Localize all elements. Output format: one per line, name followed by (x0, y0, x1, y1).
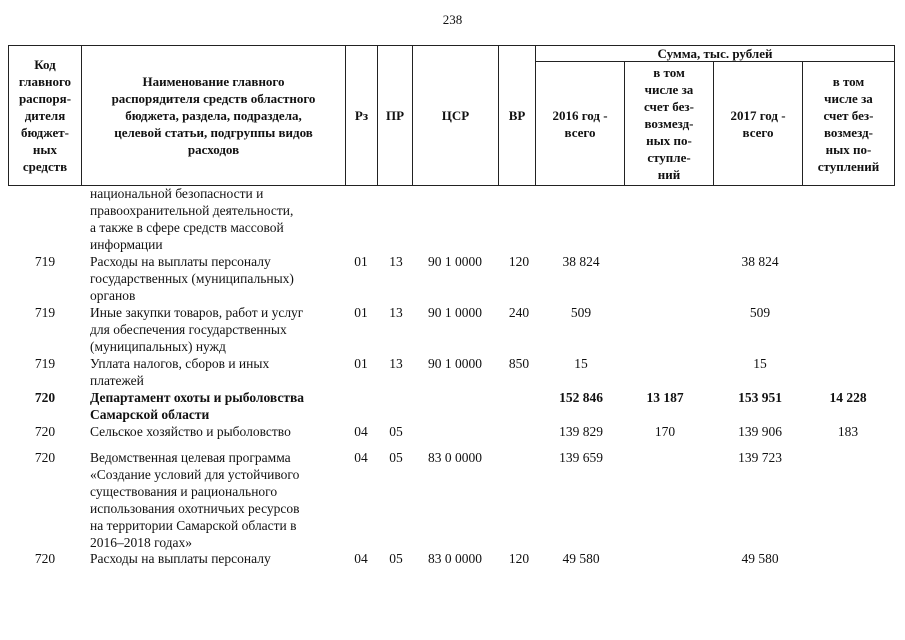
cell-csr: 83 0 0000 (428, 450, 482, 465)
cell-name-line: Уплата налогов, сборов и иных (90, 356, 270, 371)
cell-name-line: государственных (муниципальных) (90, 271, 294, 286)
cell-i2016: 170 (654, 424, 676, 439)
cell-s2016: 152 846 (559, 390, 603, 405)
cell-s2017: 38 824 (741, 254, 779, 269)
cell-name (90, 449, 350, 551)
cell-rz: 04 (354, 450, 368, 465)
cell-rz: 01 (354, 254, 368, 269)
cell-name-line: для обеспечения государственных (90, 322, 287, 337)
cell-name-line: Департамент охоты и рыболовства (90, 390, 305, 405)
cell-name (90, 389, 350, 423)
cell-name (90, 253, 350, 304)
cell-vr: 120 (508, 551, 530, 566)
header-vr: ВР (498, 45, 536, 186)
header-csr: ЦСР (412, 45, 499, 186)
cell-name-line: Расходы на выплаты персоналу (90, 551, 271, 566)
cell-rz: 04 (354, 424, 368, 439)
cell-i2017: 14 228 (829, 390, 867, 405)
cell-pr: 05 (389, 551, 403, 566)
cell-name-line: национальной безопасности и (90, 186, 264, 201)
cell-name-line: органов (90, 288, 136, 303)
cell-code: 719 (34, 254, 56, 269)
cell-s2017: 139 906 (738, 424, 782, 439)
cell-code: 720 (34, 450, 56, 465)
header-2017-incl: в том числе за счет без- возмезд- ных по- ступлений (802, 61, 895, 186)
cell-s2017: 139 723 (738, 450, 782, 465)
cell-rz: 04 (354, 551, 368, 566)
cell-rz: 01 (354, 356, 368, 371)
cell-name-line: 2016–2018 годах» (90, 535, 193, 550)
cell-csr: 90 1 0000 (428, 305, 482, 320)
cell-name (90, 185, 350, 253)
cell-name-line: Самарской области (90, 407, 210, 422)
cell-name (90, 423, 350, 440)
header-2016-incl: в том числе за счет без- возмезд- ных по- ступле- ний (624, 61, 714, 186)
cell-name (90, 355, 350, 389)
cell-name-line: использования охотничьих ресурсов (90, 501, 300, 516)
header-name: Наименование главного распорядителя средств областного бюджета, раздела, подраздела, целевой статьи, подгруппы видов расходов (81, 45, 346, 186)
cell-vr: 120 (508, 254, 530, 269)
cell-code: 719 (34, 305, 56, 320)
cell-csr: 90 1 0000 (428, 356, 482, 371)
cell-csr: 90 1 0000 (428, 254, 482, 269)
cell-name-line: Сельское хозяйство и рыболовство (90, 424, 291, 439)
header-code-text: Код главного распоря- дителя бюджет- ных средств (18, 57, 72, 174)
cell-name-line: информации (90, 237, 163, 252)
cell-name-line: платежей (90, 373, 144, 388)
cell-name-line: Иные закупки товаров, работ и услуг (90, 305, 304, 320)
cell-pr: 13 (389, 356, 403, 371)
header-2016-total: 2016 год - всего (535, 61, 625, 186)
cell-rz: 01 (354, 305, 368, 320)
cell-name (90, 550, 350, 567)
cell-vr: 850 (508, 356, 530, 371)
cell-name-line: (муниципальных) нужд (90, 339, 226, 354)
cell-s2017: 509 (749, 305, 771, 320)
cell-s2016: 49 580 (562, 551, 600, 566)
cell-name-line: Расходы на выплаты персоналу (90, 254, 271, 269)
page-number: 238 (442, 12, 463, 27)
cell-name-line: правоохранительной деятельности, (90, 203, 294, 218)
cell-s2016: 139 829 (559, 424, 603, 439)
header-code (8, 45, 82, 186)
cell-s2016: 38 824 (562, 254, 600, 269)
cell-name-line: а также в сфере средств массовой (90, 220, 284, 235)
cell-vr: 240 (508, 305, 530, 320)
cell-code: 720 (34, 551, 56, 566)
cell-s2017: 15 (753, 356, 767, 371)
cell-s2016: 15 (574, 356, 588, 371)
cell-name (90, 304, 350, 355)
cell-pr: 05 (389, 450, 403, 465)
cell-i2017: 183 (837, 424, 859, 439)
header-pr: ПР (377, 45, 413, 186)
cell-s2016: 509 (570, 305, 592, 320)
cell-name-line: Ведомственная целевая программа (90, 450, 291, 465)
cell-code: 720 (34, 424, 56, 439)
cell-s2017: 153 951 (738, 390, 782, 405)
cell-pr: 13 (389, 254, 403, 269)
cell-name-line: «Создание условий для устойчивого (90, 467, 300, 482)
cell-pr: 05 (389, 424, 403, 439)
cell-s2017: 49 580 (741, 551, 779, 566)
header-rz: Рз (345, 45, 378, 186)
cell-name-line: существования и рационального (90, 484, 278, 499)
cell-s2016: 139 659 (559, 450, 603, 465)
cell-code: 720 (34, 390, 56, 405)
cell-csr: 83 0 0000 (428, 551, 482, 566)
cell-pr: 13 (389, 305, 403, 320)
cell-code: 719 (34, 356, 56, 371)
cell-name-line: на территории Самарской области в (90, 518, 297, 533)
header-2017-total: 2017 год - всего (713, 61, 803, 186)
header-sum: Сумма, тыс. рублей (535, 45, 895, 62)
cell-i2016: 13 187 (646, 390, 684, 405)
